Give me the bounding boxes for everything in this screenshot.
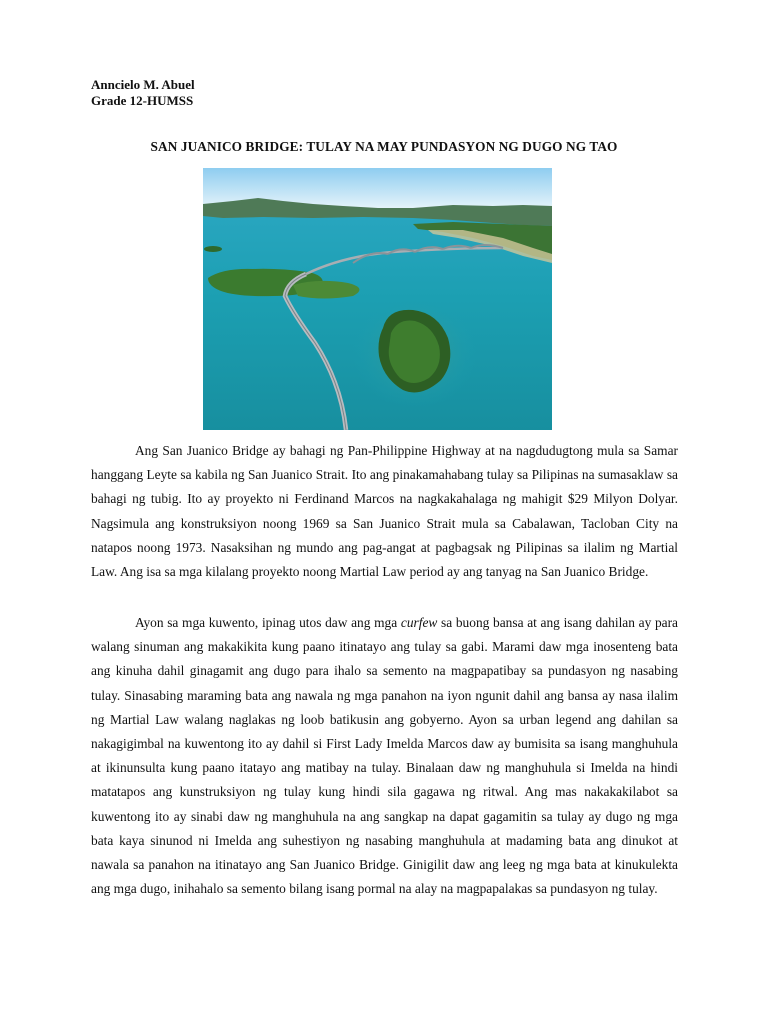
paragraph-1: Ang San Juanico Bridge ay bahagi ng Pan-Philippine Highway at na nagdudugtong mula sa Samar hanggang Leyte sa kabila ng San Juanico Strait. Ito ang pinakamahabang tulay sa Pilipinas na sumasaklaw sa bahagi ng tubig. Ito ay proyekto ni Ferdinand Marcos na nagkakahalaga ng mahigit $29 Milyon Dolyar. Nagsimula ang konstruksiyon noong 1969 sa San Juanico Strait mula sa Cabalawan, Tacloban City na natapos noong 1973. Nasaksihan ng mundo ang pag-angat at pagbagsak ng Pilipinas sa ilalim ng Martial Law. Ang isa sa mga kilalang proyekto noong Martial Law period ay ang tanyag na San Juanico Bridge. <box>91 443 678 580</box>
paragraph-2-text-end: sa buong bansa at ang isang dahilan ay para walang sinuman ang makakikita kung paano itinatayo ang tulay sa gabi. Marami daw mga inosenteng bata ang kinuha dahil ginagamit ang dugo para ihalo sa semento na magpapatibay sa pundasyon ng nasabing tulay. Sinasabing maraming bata ang nawala ng mga panahon na iyon ngunit dahil ang bansa ay nasa ilalim ng Martial Law walang naglakas ng loob batikusin ang gobyerno. Ayon sa urban legend ang dahilan sa nakagigimbal na kuwentong ito ay dahil si First Lady Imelda Marcos daw ay bumisita sa isang manghuhula at ikinunsulta kung paano itatayo ang matibay na tulay. Binalaan daw ng manghuhula si Imelda na hindi matatapos ang kunstruksiyon ng tulay kung hindi sila gagawa ng ritwal. Ang mas nakakakilabot sa kuwentong ito ay sinabi daw ng manghuhula na ang sangkap na dapat gagamitin sa tulay ay dugo ng mga bata kaya sinunod ni Imelda ang suhestiyon ng nasabing manghuhula at madaming bata ang dinukot at nawala sa panahon na itinatayo ang San Juanico Bridge. Ginigilit daw ang leeg ng mga bata at kinukulekta ang mga dugo, inihahalo sa semento bilang isang pormal na alay na magpapalakas sa pundasyon ng tulay. <box>91 615 678 897</box>
author-block <box>91 77 195 108</box>
aerial-bridge-photo <box>203 168 552 430</box>
paragraph-2-text-start: Ayon sa mga kuwento, ipinag utos daw ang mga <box>135 615 401 630</box>
author-name: Anncielo M. Abuel <box>91 77 195 92</box>
curfew-italic-term: curfew <box>400 615 438 630</box>
author-grade: Grade 12-HUMSS <box>91 92 194 108</box>
document-title: SAN JUANICO BRIDGE: TULAY NA MAY PUNDASYON NG DUGO NG TAO <box>150 139 618 154</box>
paragraph-2 <box>91 611 678 901</box>
